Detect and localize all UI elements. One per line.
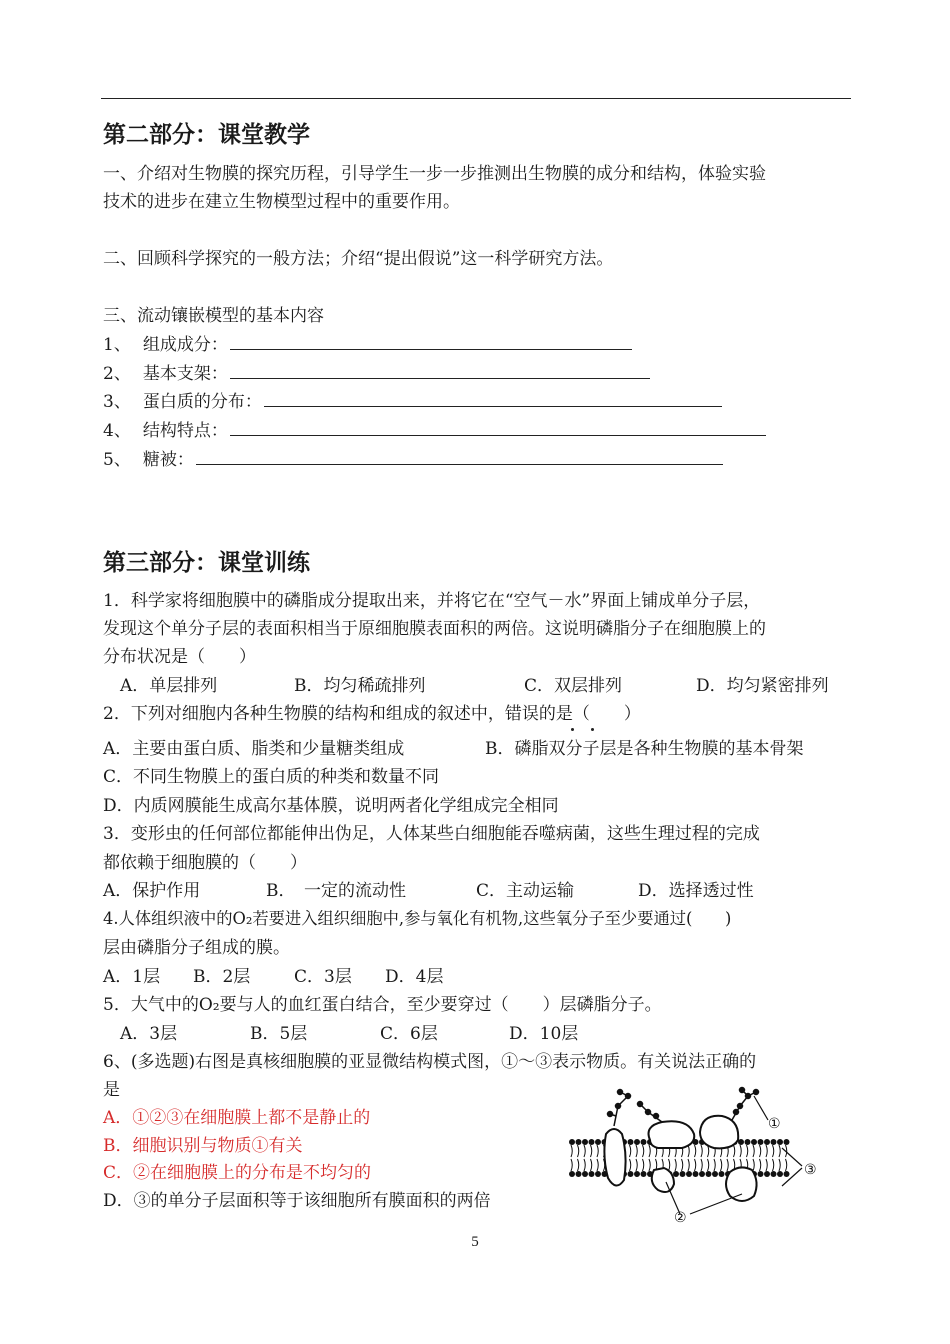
fill-item-3 (103, 390, 722, 413)
transmembrane-protein (604, 1129, 625, 1186)
phospholipid-head (758, 1171, 764, 1177)
fill-item-num: 4、 (103, 421, 131, 441)
q1-option-a[interactable]: A．单层排列 (120, 676, 218, 696)
phospholipid-tail (675, 1159, 676, 1171)
phospholipid-tail (740, 1145, 741, 1157)
phospholipid-head (784, 1139, 790, 1145)
phospholipid-head (569, 1171, 575, 1177)
phospholipid-tail (747, 1145, 748, 1157)
phospholipid-head (641, 1139, 647, 1145)
fill-item-label: 结构特点： (142, 421, 228, 441)
answer-blank[interactable] (196, 448, 723, 465)
answer-blank[interactable] (230, 333, 632, 350)
phospholipid-head (764, 1139, 770, 1145)
phospholipid-tail (779, 1159, 780, 1171)
phospholipid-head (595, 1139, 601, 1145)
q5-option-b[interactable]: B．5层 (250, 1024, 308, 1044)
phospholipid-head (706, 1171, 712, 1177)
phospholipid-head (764, 1171, 770, 1177)
q6-option-b[interactable]: B．细胞识别与物质①有关 (103, 1136, 303, 1156)
q2-option-d[interactable]: D．内质网膜能生成高尔基体膜，说明两者化学组成完全相同 (103, 796, 559, 816)
q4-line2: 层由磷脂分子组成的膜。 (103, 938, 290, 958)
phospholipid-tail (591, 1145, 592, 1157)
phospholipid-tail (630, 1145, 631, 1157)
q2-line: 2．下列对细胞内各种生物膜的结构和组成的叙述中，错误的是（ ） (103, 704, 641, 724)
phospholipid-tail (714, 1159, 715, 1171)
q6-option-a[interactable]: A．①②③在细胞膜上都不是静止的 (103, 1108, 371, 1128)
phospholipid-tail (727, 1159, 728, 1171)
phospholipid-head (576, 1139, 582, 1145)
q6-line1: 6、(多选题)右图是真核细胞膜的亚显微结构模式图，①～③表示物质。有关说法正确的 (103, 1052, 757, 1072)
q3-option-c[interactable]: C．主动运输 (476, 881, 575, 901)
phospholipid-tail (753, 1159, 754, 1171)
protein-top (700, 1116, 738, 1149)
phospholipid-head (582, 1171, 588, 1177)
fill-item-5 (103, 448, 723, 471)
phospholipid-tail (760, 1145, 761, 1157)
phospholipid-tail (708, 1159, 709, 1171)
fill-item-num: 1、 (103, 335, 131, 355)
q2-option-c[interactable]: C．不同生物膜上的蛋白质的种类和数量不同 (103, 767, 440, 787)
q2-option-b[interactable]: B．磷脂双分子层是各种生物膜的基本骨架 (485, 739, 804, 759)
phospholipid-head (641, 1171, 647, 1177)
phospholipid-tail (643, 1145, 644, 1157)
phospholipid-tail (597, 1159, 598, 1171)
phospholipid-tail (636, 1159, 637, 1171)
fill-item-4 (103, 419, 766, 442)
section3-title: 第三部分：课堂训练 (103, 550, 310, 576)
phospholipid-tail (669, 1159, 670, 1171)
q3-option-a[interactable]: A．保护作用 (103, 881, 201, 901)
cell-membrane-figure (562, 1086, 832, 1228)
peripheral-protein (649, 1121, 695, 1148)
q5-option-a[interactable]: A．3层 (120, 1024, 178, 1044)
phospholipid-head (576, 1171, 582, 1177)
q1-option-c[interactable]: C．双层排列 (524, 676, 623, 696)
phospholipid-head (771, 1139, 777, 1145)
q3-line1: 3．变形虫的任何部位都能伸出伪足，人体某些白细胞能吞噬病菌，这些生理过程的完成 (103, 824, 760, 844)
q6-option-d[interactable]: D．③的单分子层面积等于该细胞所有膜面积的两倍 (103, 1191, 491, 1211)
fill-item-num: 5、 (103, 450, 131, 470)
phospholipid-tail (636, 1145, 637, 1157)
answer-blank[interactable] (264, 390, 722, 407)
phospholipid-tail (584, 1145, 585, 1157)
phospholipid-head (777, 1139, 783, 1145)
phospholipid-tail (773, 1159, 774, 1171)
q4-option-b[interactable]: B．2层 (193, 967, 251, 987)
figure-label-1: ① (768, 1116, 781, 1132)
phospholipid-head (595, 1171, 601, 1177)
fill-item-num: 3、 (103, 392, 131, 412)
phospholipid-tail (695, 1145, 696, 1157)
phospholipid-head (745, 1139, 751, 1145)
phospholipid-tail (688, 1159, 689, 1171)
phospholipid-head (693, 1171, 699, 1177)
section2-p1-line2: 技术的进步在建立生物模型过程中的重要作用。 (103, 192, 460, 212)
section2-p3: 三、流动镶嵌模型的基本内容 (103, 306, 324, 326)
section2-title: 第二部分：课堂教学 (103, 122, 310, 148)
fill-item-1 (103, 333, 632, 356)
phospholipid-tail (773, 1145, 774, 1157)
answer-blank[interactable] (230, 419, 766, 436)
phospholipid-head (712, 1171, 718, 1177)
phospholipid-tail (578, 1159, 579, 1171)
phospholipid-tail (721, 1159, 722, 1171)
fill-item-2 (103, 362, 650, 385)
emphasis-dot (571, 728, 574, 731)
q1-option-b[interactable]: B．均匀稀疏排列 (294, 676, 426, 696)
phospholipid-tail (695, 1159, 696, 1171)
phospholipid-head (673, 1171, 679, 1177)
glycoprotein-chains (608, 1088, 759, 1127)
phospholipid-tail (630, 1159, 631, 1171)
q4-line1: 4.人体组织液中的O₂若要进入组织细胞中,参与氧化有机物,这些氧分子至少要通过( ) (103, 909, 732, 928)
section2-p2: 二、回顾科学探究的一般方法；介绍“提出假说”这一科学研究方法。 (103, 249, 614, 269)
protein-bottom (652, 1168, 674, 1192)
phospholipid-head (784, 1171, 790, 1177)
phospholipid-head (777, 1171, 783, 1177)
q5-option-d[interactable]: D．10层 (509, 1024, 579, 1044)
phospholipid-head (699, 1171, 705, 1177)
fill-item-label: 糖被： (142, 450, 194, 470)
q6-option-c[interactable]: C．②在细胞膜上的分布是不均匀的 (103, 1163, 372, 1183)
phospholipid-tail (753, 1145, 754, 1157)
q1-option-d[interactable]: D．均匀紧密排列 (696, 676, 829, 696)
answer-blank[interactable] (230, 362, 650, 379)
phospholipid-heads-bottom (569, 1171, 790, 1177)
q3-option-d[interactable]: D．选择透过性 (638, 881, 754, 901)
phospholipid-head (589, 1139, 595, 1145)
q2-option-a[interactable]: A．主要由蛋白质、脂类和少量糖类组成 (103, 739, 405, 759)
figure-label-2: ② (674, 1210, 687, 1226)
phospholipid-tail (571, 1159, 572, 1171)
fill-item-num: 2、 (103, 364, 131, 384)
phospholipid-head (628, 1171, 634, 1177)
page-number: 5 (471, 1234, 479, 1250)
section2-p1-line1: 一、介绍对生物膜的探究历程，引导学生一步一步推测出生物膜的成分和结构，体验实验 (103, 164, 766, 184)
fill-item-label: 基本支架： (142, 364, 228, 384)
fill-item-label: 组成成分： (142, 335, 228, 355)
phospholipid-tail (766, 1145, 767, 1157)
phospholipid-tail (734, 1145, 735, 1157)
phospholipid-tail (571, 1145, 572, 1157)
phospholipid-tail (591, 1159, 592, 1171)
phospholipid-head (719, 1171, 725, 1177)
phospholipid-tail (760, 1159, 761, 1171)
q4-option-d[interactable]: D．4层 (385, 967, 444, 987)
phospholipid-head (634, 1139, 640, 1145)
header-rule (101, 98, 851, 99)
phospholipid-head (582, 1139, 588, 1145)
q1-line1: 1．科学家将细胞膜中的磷脂成分提取出来，并将它在“空气－水”界面上铺成单分子层， (103, 591, 761, 611)
q1-line2: 发现这个单分子层的表面积相当于原细胞膜表面积的两倍。这说明磷脂分子在细胞膜上的 (103, 619, 766, 639)
phospholipid-tail (584, 1159, 585, 1171)
phospholipid-head (680, 1171, 686, 1177)
phospholipid-head (634, 1171, 640, 1177)
phospholipid-tail (682, 1159, 683, 1171)
phospholipid-tail (578, 1145, 579, 1157)
phospholipid-head (758, 1139, 764, 1145)
phospholipid-head (569, 1139, 575, 1145)
phospholipid-head (628, 1139, 634, 1145)
q1-line3: 分布状况是（ ） (103, 647, 256, 667)
q5-option-c[interactable]: C．6层 (380, 1024, 438, 1044)
phospholipid-tail (688, 1145, 689, 1157)
phospholipid-head (686, 1171, 692, 1177)
phospholipid-head (771, 1171, 777, 1177)
q3-option-b[interactable]: B． 一定的流动性 (266, 881, 406, 901)
phospholipid-tail (649, 1145, 650, 1157)
figure-label-3: ③ (804, 1162, 817, 1178)
q5-line: 5．大气中的O₂要与人的血红蛋白结合，至少要穿过（ ）层磷脂分子。 (103, 995, 662, 1015)
phospholipid-head (589, 1171, 595, 1177)
protein-embedded (726, 1167, 757, 1201)
q4-option-a[interactable]: A．1层 (103, 967, 161, 987)
phospholipid-tail (597, 1145, 598, 1157)
phospholipid-tail (701, 1159, 702, 1171)
phospholipid-tail (786, 1159, 787, 1171)
phospholipid-tail (779, 1145, 780, 1157)
q4-option-c[interactable]: C．3层 (294, 967, 352, 987)
fill-item-label: 蛋白质的分布： (142, 392, 262, 412)
phospholipid-tail (766, 1159, 767, 1171)
phospholipid-tail (643, 1159, 644, 1171)
phospholipid-head (751, 1139, 757, 1145)
q6-line2: 是 (103, 1080, 120, 1100)
emphasis-dot (591, 728, 594, 731)
phospholipid-tail (649, 1159, 650, 1171)
phospholipid-tail (701, 1145, 702, 1157)
q3-line2: 都依赖于细胞膜的（ ） (103, 853, 307, 873)
